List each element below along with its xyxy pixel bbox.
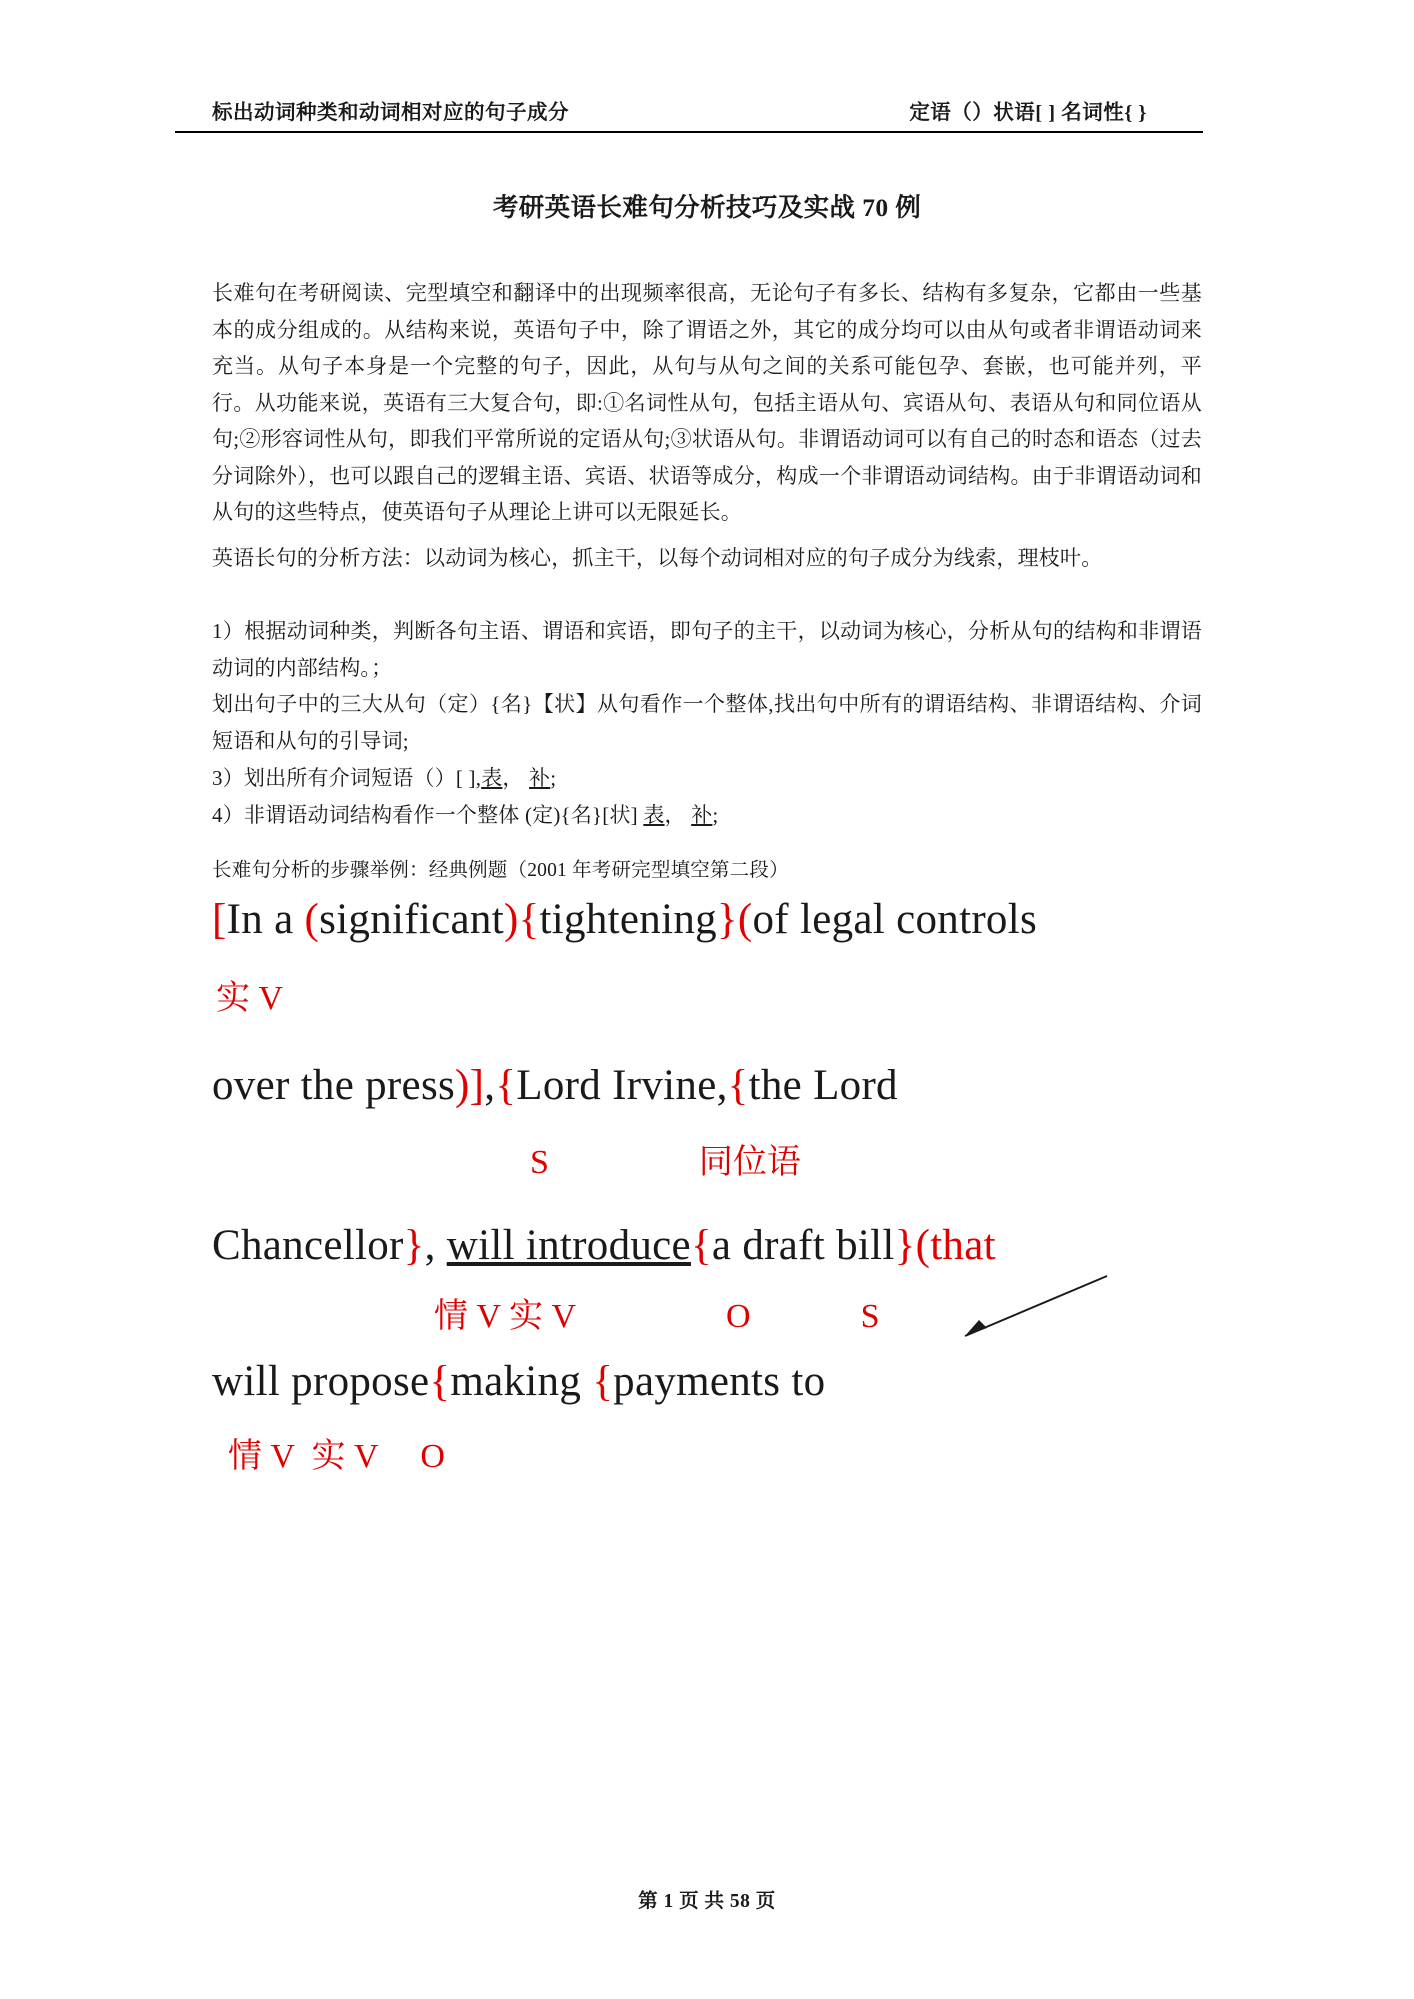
- paragraph-step-2: 划出句子中的三大从句（定）{名}【状】从句看作一个整体,找出句中所有的谓语结构、非谓语结构、介词短语和从句的引导词;: [212, 692, 1202, 753]
- step-4-underline-1: 表: [643, 803, 665, 827]
- step-4-prefix: 4）非谓语动词结构看作一个整体 (定){名}[状]: [212, 803, 644, 827]
- line4-text-3: payments to: [613, 1358, 826, 1405]
- example-line-3-marks: [212, 1297, 1202, 1337]
- line1-brace-open: {: [518, 896, 540, 943]
- line3-brace-open: {: [690, 1222, 712, 1269]
- line3-text-2: a draft bill: [711, 1222, 895, 1269]
- step-3-prefix: 3）划出所有介词短语（）[ ],: [212, 766, 482, 790]
- line1-text-4: of legal controls: [752, 896, 1038, 943]
- line4-text-2: making: [450, 1358, 593, 1405]
- line2-mark-subject: S: [530, 1144, 549, 1181]
- step-3-underline-1: 表: [481, 766, 503, 790]
- line3-brace-close-2: }: [894, 1222, 916, 1269]
- line2-text-3: the Lord: [748, 1062, 898, 1109]
- header-divider: [175, 131, 1203, 133]
- line2-mark-appositive: 同位语: [698, 1144, 801, 1181]
- header-right-text: 定语（）状语[ ] 名词性{ }: [909, 102, 1147, 124]
- line2-brace-open: {: [495, 1062, 517, 1109]
- paragraph-step-3: [212, 760, 1202, 797]
- step-4-underline-2: 补: [691, 803, 713, 827]
- step-3-mid: ，: [502, 766, 530, 790]
- page-title: 考研英语长难句分析技巧及实战 70 例: [492, 193, 922, 222]
- line3-predicate: will introduce: [446, 1222, 691, 1269]
- line1-text-1: In a: [226, 896, 305, 943]
- step-4-mid: ，: [664, 803, 692, 827]
- paragraph-step-4: [212, 797, 1202, 834]
- line3-paren-open: (: [915, 1222, 931, 1269]
- line3-brace-close: }: [403, 1222, 425, 1269]
- line2-text-1: over the press: [212, 1062, 456, 1109]
- line1-brace-close: }: [716, 896, 738, 943]
- line1-paren-open: (: [304, 896, 320, 943]
- example-line-2: [212, 1061, 1202, 1111]
- page-header: [212, 95, 1202, 125]
- example-line-2-marks: [212, 1143, 1202, 1183]
- line3-comma: ,: [424, 1222, 447, 1269]
- line2-text-2: Lord Irvine,: [516, 1062, 728, 1109]
- paragraph-step-1: 1）根据动词种类，判断各句主语、谓语和宾语，即句子的主干，以动词为核心，分析从句的结构和非谓语动词的内部结构。；: [212, 619, 1202, 680]
- line3-text-1: Chancellor: [212, 1222, 404, 1269]
- paragraph-method: 英语长句的分析方法：以动词为核心，抓主干，以每个动词相对应的句子成分为线索，理枝叶。: [212, 546, 1103, 570]
- example-line-1: [212, 895, 1202, 945]
- line3-mark-verbs: 情 V 实 V: [434, 1298, 576, 1335]
- line3-mark-subject: S: [860, 1298, 880, 1335]
- paragraph-example-intro: 长难句分析的步骤举例：经典例题（2001 年考研完型填空第二段）: [212, 860, 789, 881]
- page-content: [212, 0, 1202, 1999]
- example-line-1-marks: 实 V: [216, 980, 284, 1017]
- page-footer: 第 1 页 共 58 页: [638, 1891, 776, 1912]
- line2-close-brackets: )]: [455, 1062, 485, 1109]
- line2-brace-open-2: {: [727, 1062, 749, 1109]
- line1-text-2: significant: [319, 896, 504, 943]
- step-4-suffix: ;: [712, 803, 719, 827]
- line3-mark-object: O: [726, 1298, 751, 1335]
- line4-brace-open: {: [429, 1358, 451, 1405]
- step-3-underline-2: 补: [529, 766, 551, 790]
- line2-comma: ,: [484, 1062, 496, 1109]
- example-line-4: [212, 1357, 1202, 1407]
- line3-text-that: that: [930, 1222, 996, 1269]
- line1-paren-open-2: (: [737, 896, 753, 943]
- line1-paren-close: ): [503, 896, 519, 943]
- line1-text-3: tightening: [539, 896, 717, 943]
- line1-bracket-open: [: [212, 896, 227, 943]
- step-3-suffix: ;: [550, 766, 557, 790]
- annotated-example: [212, 895, 1202, 1477]
- header-left-text: 标出动词种类和动词相对应的句子成分: [212, 102, 569, 124]
- example-line-3: [212, 1221, 1202, 1271]
- line4-brace-open-2: {: [592, 1358, 614, 1405]
- line4-text-1: will propose: [212, 1358, 430, 1405]
- paragraph-intro: 长难句在考研阅读、完型填空和翻译中的出现频率很高，无论句子有多长、结构有多复杂，它都由一些基本的成分组成的。从结构来说，英语句子中，除了谓语之外，其它的成分均可以由从句或者非谓语动词来充当。从句子本身是一个完整的句子，因此，从句与从句之间的关系可能包孕、套嵌，也可能并列，平行。从功能来说，英语有三大复合句，即:①名词性从句，包括主语从句、宾语从句、表语从句和同位语从句;②形容词性从句，即我们平常所说的定语从句;③状语从句。非谓语动词可以有自己的时态和语态（过去分词除外），也可以跟自己的逻辑主语、宾语、状语等成分，构成一个非谓语动词结构。由于非谓语动词和从句的这些特点，使英语句子从理论上讲可以无限延长。: [212, 281, 1202, 524]
- example-line-4-marks: 情 V 实 V O: [228, 1438, 445, 1475]
